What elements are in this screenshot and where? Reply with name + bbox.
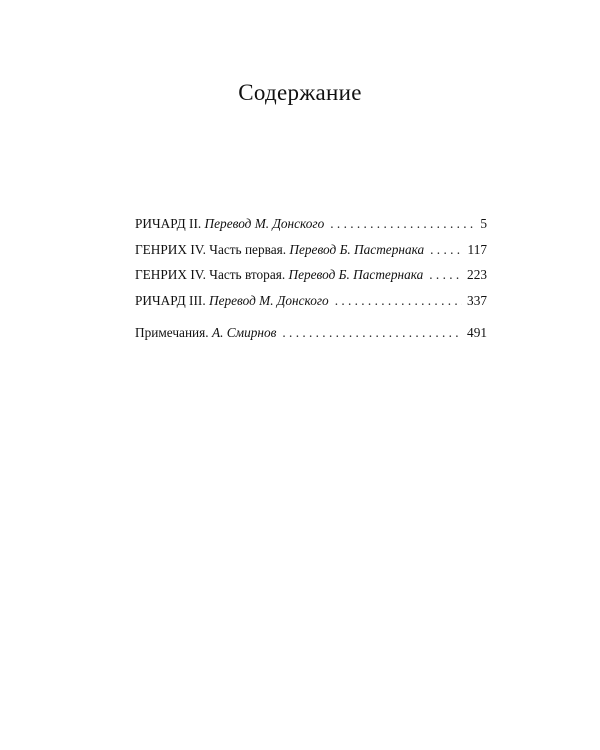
toc-entry-title	[135, 216, 324, 232]
toc-entry-work: ГЕНРИХ IV. Часть вторая.	[135, 267, 286, 282]
toc-entry-notes	[135, 325, 487, 351]
toc-entry-work: Примечания.	[135, 325, 209, 340]
dot-leader	[429, 267, 462, 283]
toc-entry-page: 223	[467, 267, 487, 282]
toc-entry-author: Перевод Б. Пастернака	[289, 241, 425, 257]
dot-leader	[430, 242, 462, 258]
toc-entry-page: 117	[467, 241, 487, 257]
toc-entry-title	[135, 293, 329, 309]
dot-leader	[282, 325, 462, 341]
toc-entry-author: А. Смирнов	[211, 325, 277, 340]
toc-entry-author: Перевод Б. Пастернака	[288, 267, 424, 282]
toc-entry-henry-iv-part-2	[135, 267, 487, 293]
toc-entry-richard-ii	[135, 216, 487, 242]
page-title: Содержание	[238, 80, 362, 105]
toc-entry-page: 5	[480, 216, 487, 231]
toc-entry-title	[135, 242, 424, 258]
table-of-contents	[135, 216, 487, 351]
toc-entry-page: 491	[467, 325, 487, 340]
dot-leader	[335, 293, 462, 309]
toc-entry-richard-iii	[135, 293, 487, 319]
toc-entry-work: ГЕНРИХ IV. Часть первая.	[135, 241, 287, 257]
dot-leader	[330, 216, 475, 232]
toc-entry-title	[135, 325, 276, 341]
toc-entry-title	[135, 267, 423, 283]
toc-entry-work: РИЧАРД III.	[135, 292, 206, 308]
toc-entry-work: РИЧАРД II.	[135, 216, 202, 231]
toc-entry-author: Перевод М. Донского	[204, 216, 325, 231]
toc-entry-author: Перевод М. Донского	[208, 292, 329, 308]
toc-entry-page: 337	[467, 292, 487, 308]
toc-entry-henry-iv-part-1	[135, 242, 487, 268]
